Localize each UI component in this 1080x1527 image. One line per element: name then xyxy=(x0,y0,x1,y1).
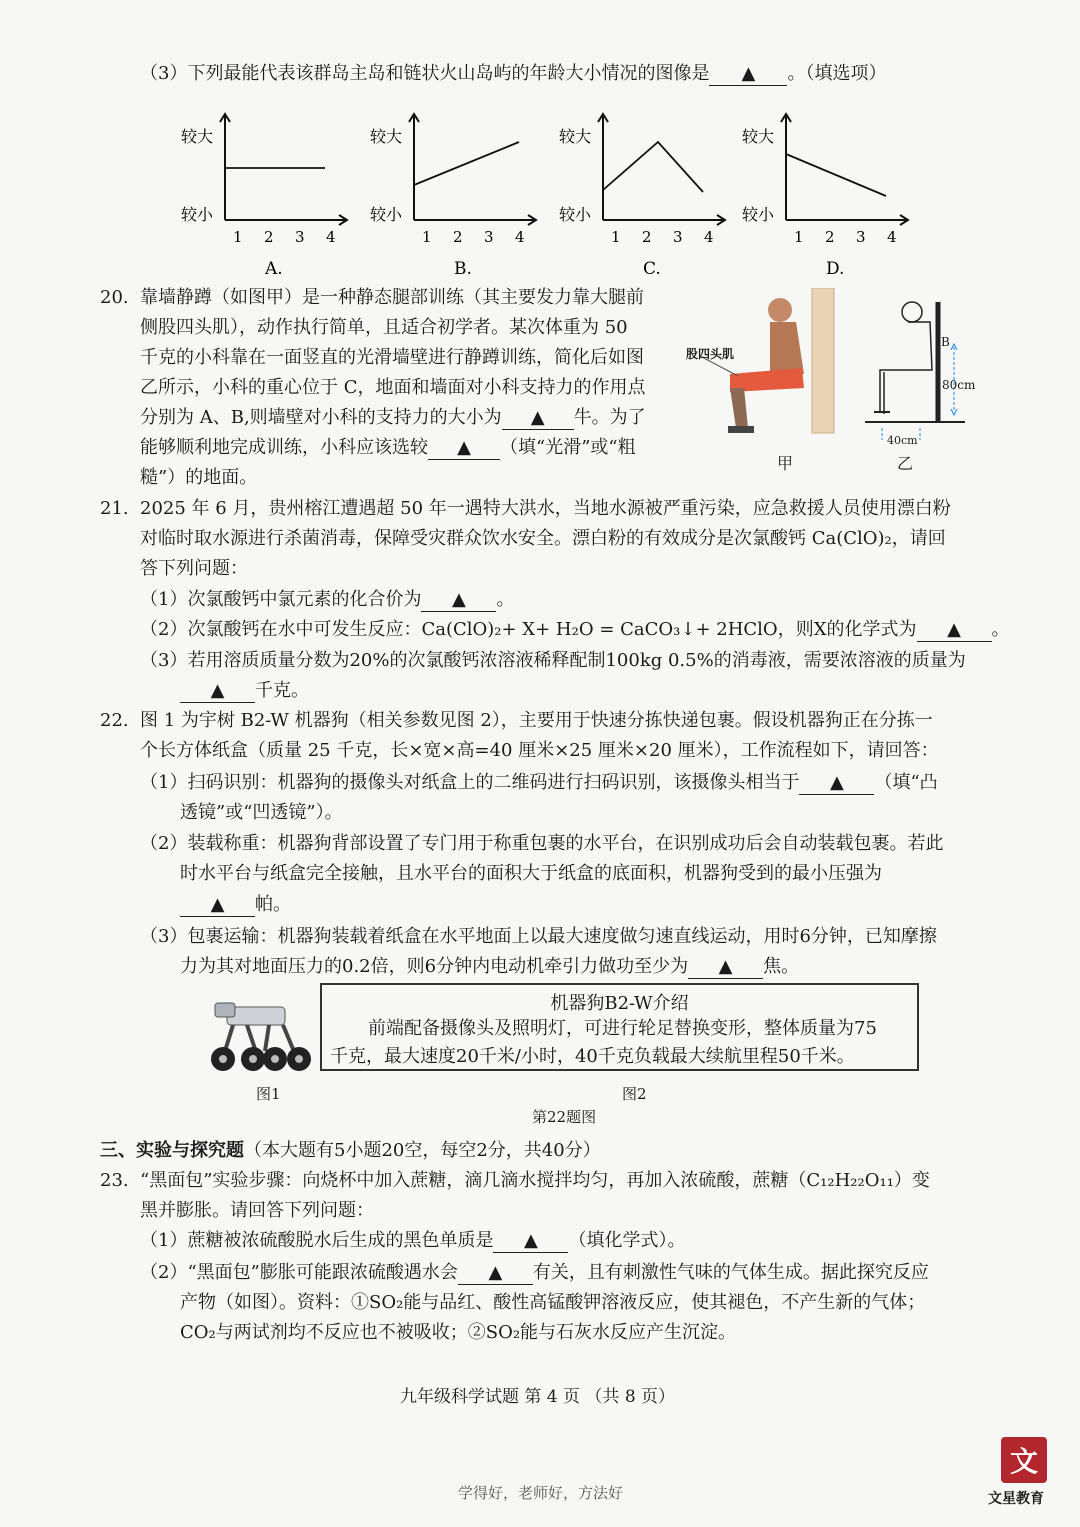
slogan: 学得好，老师好，方法好 xyxy=(458,1484,624,1502)
answer-blank[interactable]: ▲ xyxy=(428,437,500,460)
q23-part2-resource: 产物（如图）。资料：①SO₂能与品红、酸性高锰酸钾溶液反应，使其褪色，不产生新的气体； xyxy=(180,1292,926,1313)
y-label-small: 较小 xyxy=(370,205,403,224)
answer-blank[interactable]: ▲ xyxy=(493,1230,568,1253)
q20-number: 20. xyxy=(100,287,129,308)
y-label-large: 较大 xyxy=(742,127,775,146)
y-label-small: 较小 xyxy=(181,205,214,224)
info-box-body xyxy=(322,1015,917,1071)
x-tick-label: 3 xyxy=(484,228,494,246)
y-label-small: 较小 xyxy=(559,205,592,224)
answer-blank[interactable]: ▲ xyxy=(709,63,787,86)
answer-blank[interactable]: ▲ xyxy=(421,589,496,612)
q22-part2-answer: ▲ 帕。 xyxy=(180,894,291,917)
q23-line2: 黑并膨胀。请回答下列问题： xyxy=(140,1200,374,1221)
q20-line3: 千克的小科靠在一面竖直的光滑墙壁进行静蹲训练，简化后如图 xyxy=(140,347,644,368)
quadriceps-label: 股四头肌 xyxy=(686,347,735,361)
q20-line1: 靠墙静蹲（如图甲）是一种静态腿部训练（其主要发力靠大腿前 xyxy=(140,287,644,308)
q20-line7: 糙”）的地面。 xyxy=(140,467,258,488)
y-label-large: 较大 xyxy=(370,127,403,146)
answer-blank[interactable]: ▲ xyxy=(458,1262,533,1285)
option-label: D. xyxy=(826,259,845,279)
x-tick-label: 2 xyxy=(453,228,463,246)
fig-yi-caption: 乙 xyxy=(897,454,914,473)
q22-part3a: （3）包裹运输：机器狗装载着纸盒在水平地面上以最大速度做匀速直线运动，用时6分钟，已知摩擦 xyxy=(140,926,937,947)
option-label: A. xyxy=(265,259,283,279)
q21-part2: （2）次氯酸钙在水中可发生反应：Ca(ClO)₂+ X+ H₂O = CaCO₃↓+ 2HClO，则X的化学式为 ▲ 。 xyxy=(140,619,1010,640)
q22-part1-cont: 透镜”或“凹透镜”）。 xyxy=(180,802,343,823)
x-tick-label: 2 xyxy=(825,228,835,246)
y-label-large: 较大 xyxy=(559,127,592,146)
q21-line1: 2025 年 6 月，贵州榕江遭遇超 50 年一遇特大洪水，当地水源被严重污染，应急救援人员使用漂白粉 xyxy=(140,498,951,519)
q21-line2: 对临时取水源进行杀菌消毒，保障受灾群众饮水安全。漂白粉的有效成分是次氯酸钙 Ca(ClO)₂，请回 xyxy=(140,528,946,549)
robot-dog-image xyxy=(203,993,313,1075)
info-box-title: 机器狗B2-W介绍 xyxy=(550,993,689,1014)
answer-blank[interactable]: ▲ xyxy=(502,407,574,430)
q20-line2: 侧股四头肌），动作执行简单，且适合初学者。某次体重为 50 xyxy=(140,317,628,338)
x-tick-label: 3 xyxy=(295,228,305,246)
q22-line2: 个长方体纸盒（质量 25 千克，长×宽×高=40 厘米×25 厘米×20 厘米），工作流程如下，请回答： xyxy=(140,740,939,761)
fig-jia-caption: 甲 xyxy=(777,454,794,473)
q21-number: 21. xyxy=(100,498,129,519)
q21-part1: （1）次氯酸钙中氯元素的化合价为 ▲ 。 xyxy=(140,589,515,610)
q22-figure-caption: 第22题图 xyxy=(532,1108,597,1126)
q20-line5: 分别为 A、B,则墙壁对小科的支持力的大小为 ▲ 牛。为了 xyxy=(140,407,646,428)
robot-dog-info-box xyxy=(320,983,919,1071)
answer-blank[interactable]: ▲ xyxy=(180,680,255,703)
q22-part2b: 时水平台与纸盒完全接触，且水平台的面积大于纸盒的底面积，机器狗受到的最小压强为 xyxy=(180,863,882,884)
answer-blank[interactable]: ▲ xyxy=(688,956,763,979)
width-40cm-label: 40cm xyxy=(887,434,918,447)
q21-line3: 答下列问题： xyxy=(140,558,248,579)
info-box-line1: 前端配备摄像头及照明灯，可进行轮足替换变形，整体质量为75 xyxy=(368,1018,877,1039)
option-label: B. xyxy=(454,259,472,279)
x-tick-label: 1 xyxy=(233,228,243,246)
q22-part2a: （2）装载称重：机器狗背部设置了专门用于称重包裹的水平台，在识别成功后会自动装载包裹。若此 xyxy=(140,833,944,854)
fig1-caption: 图1 xyxy=(256,1085,281,1103)
x-tick-label: 2 xyxy=(642,228,652,246)
q22-part1: （1）扫码识别：机器狗的摄像头对纸盒上的二维码进行扫码识别，该摄像头相当于 ▲ （填“凸 xyxy=(140,772,938,793)
trend-line xyxy=(414,142,519,185)
x-tick-label: 1 xyxy=(422,228,432,246)
trend-line xyxy=(786,154,886,196)
q21-part3: （3）若用溶质质量分数为20%的次氯酸钙浓溶液稀释配制100kg 0.5%的消毒液，需要浓溶液的质量为 xyxy=(140,650,966,671)
brand-name: 文星教育 xyxy=(988,1491,1044,1507)
q22-number: 22. xyxy=(100,710,129,731)
x-tick-label: 3 xyxy=(856,228,866,246)
wall-squat-diagram xyxy=(860,292,990,442)
q23-number: 23. xyxy=(100,1170,129,1191)
q23-part2: （2）“黑面包”膨胀可能跟浓硫酸遇水会 ▲ 有关，且有刺激性气味的气体生成。据此探究反应 xyxy=(140,1262,929,1283)
x-tick-label: 4 xyxy=(704,228,714,246)
x-tick-label: 4 xyxy=(326,228,336,246)
page-footer: 九年级科学试题 第 4 页 （共 8 页） xyxy=(400,1387,676,1407)
trend-line xyxy=(603,142,703,192)
q20-line4: 乙所示，小科的重心位于 C，地面和墙面对小科支持力的作用点 xyxy=(140,377,646,398)
q22-line1: 图 1 为宇树 B2-W 机器狗（相关参数见图 2），主要用于快速分拣快递包裹。假设机器狗正在分拣一 xyxy=(140,710,933,731)
q23-line1: “黑面包”实验步骤：向烧杯中加入蔗糖，滴几滴水搅拌均匀，再加入浓硫酸，蔗糖（C₁₂H₂₂O₁₁）变 xyxy=(140,1170,930,1191)
point-b-label: B xyxy=(941,335,950,349)
section3-heading: 三、实验与探究题（本大题有5小题20空，每空2分，共40分） xyxy=(100,1140,601,1161)
x-tick-label: 1 xyxy=(794,228,804,246)
answer-blank[interactable]: ▲ xyxy=(180,894,255,917)
q23-part2-resource2: CO₂与两试剂均不反应也不被吸收；②SO₂能与石灰水反应产生沉淀。 xyxy=(180,1322,737,1343)
info-box-line2: 千克，最大速度20千米/小时，40千克负载最大续航里程50千米。 xyxy=(330,1046,855,1067)
q20-line6: 能够顺利地完成训练，小科应该选较 ▲ （填“光滑”或“粗 xyxy=(140,437,636,458)
brand-seal-logo: 文 xyxy=(1001,1437,1047,1483)
fig2-caption: 图2 xyxy=(622,1085,647,1103)
x-tick-label: 4 xyxy=(515,228,525,246)
y-label-large: 较大 xyxy=(181,127,214,146)
q21-part3-answer: ▲ 千克。 xyxy=(180,680,309,703)
x-tick-label: 2 xyxy=(264,228,274,246)
answer-blank[interactable]: ▲ xyxy=(917,619,992,642)
answer-blank[interactable]: ▲ xyxy=(799,772,874,795)
q19-3-stem: （3）下列最能代表该群岛主岛和链状火山岛屿的年龄大小情况的图像是 ▲ 。（填选项） xyxy=(140,63,887,84)
height-80cm-label: 80cm xyxy=(942,378,976,392)
q23-part1: （1）蔗糖被浓硫酸脱水后生成的黑色单质是 ▲ （填化学式）。 xyxy=(140,1230,686,1251)
x-tick-label: 3 xyxy=(673,228,683,246)
y-label-small: 较小 xyxy=(742,205,775,224)
option-label: C. xyxy=(643,259,661,279)
x-tick-label: 4 xyxy=(887,228,897,246)
q22-part3b: 力为其对地面压力的0.2倍，则6分钟内电动机牵引力做功至少为 ▲ 焦。 xyxy=(180,956,800,977)
x-tick-label: 1 xyxy=(611,228,621,246)
